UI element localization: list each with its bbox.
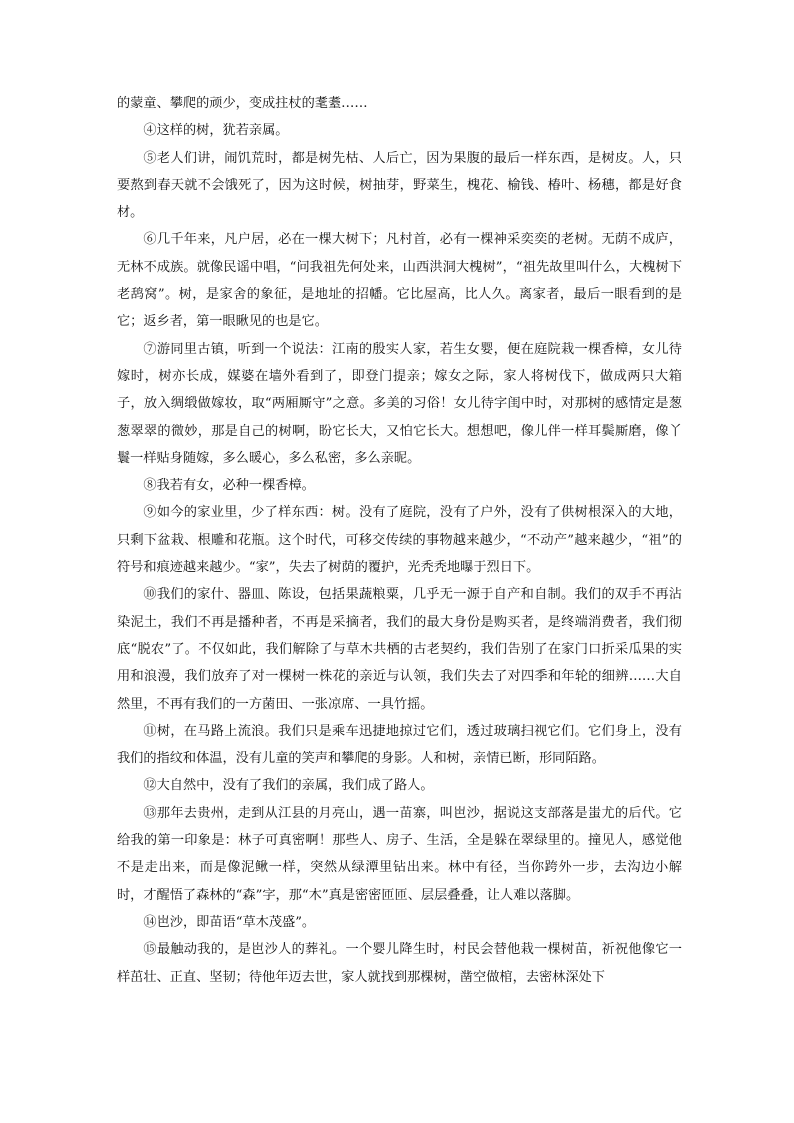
paragraph-5: ⑤老人们讲，闹饥荒时，都是树先枯、人后亡，因为果腹的最后一样东西，是树皮。人，只要熬到春天就不会饿死了，因为这时候，树抽芽，野菜生，槐花、榆钱、椿叶、杨穗，都是好食材。 <box>117 150 682 221</box>
paragraph-15: ⑮最触动我的，是岜沙人的葬礼。一个婴儿降生时，村民会替他栽一棵树苗，祈祝他像它一样茁壮、正直、坚韧；待他年迈去世，家人就找到那棵树，凿空做棺，去密林深处下 <box>117 942 682 985</box>
paragraph-continuation: 的蒙童、攀爬的顽少，变成拄杖的耄耋…… <box>117 96 368 111</box>
paragraph-11: ⑪树，在马路上流浪。我们只是乘车迅捷地掠过它们，透过玻璃扫视它们。它们身上，没有我们的指纹和体温，没有儿童的笑声和攀爬的身影。人和树，亲情已断，形同陌路。 <box>117 723 682 767</box>
paragraph-8: ⑧我若有女，必种一棵香樟。 <box>143 478 315 494</box>
paragraph-14: ⑭岜沙，即苗语“草木茂盛”。 <box>143 914 316 930</box>
paragraph-6: ⑥几千年来，凡户居，必在一棵大树下；凡村首，必有一棵神采奕奕的老树。无荫不成庐，无林不成族。就像民谣中唱，“问我祖先何处来，山西洪洞大槐树”，“祖先故里叫什么，大槐树下老鸹窝”。树，是家舍的象征，是地址的招幡。它比屋高，比人久。离家者，最后一眼看到的是它；返乡者，第一眼瞅见的也是它。 <box>117 232 682 330</box>
paragraph-10: ⑩我们的家什、器皿、陈设，包括果蔬粮粟，几乎无一源于自产和自制。我们的双手不再沾染泥土，我们不再是播种者，不再是采摘者，我们的最大身份是购买者，是终端消费者，我们彻底“脱农”了。不仅如此，我们解除了与草木共栖的古老契约，我们告别了在家门口折采瓜果的实用和浪漫，我们放弃了对一棵树一株花的亲近与认领，我们失去了对四季和年轮的细辨……大自然里，不再有我们的一方菌田、一张凉席、一具竹摇。 <box>117 587 682 712</box>
paragraph-4: ④这样的树，犹若亲属。 <box>143 123 289 139</box>
paragraph-9: ⑨如今的家业里，少了样东西：树。没有了庭院，没有了户外，没有了供树根深入的大地，只剩下盆栽、根雕和花瓶。这个时代，可移交传续的事物越来越少，“不动产”越来越少，“祖”的符号和痕迹越来越少。“家”，失去了树荫的覆护，光秃秃地曝于烈日下。 <box>117 505 682 576</box>
paragraph-12: ⑫大自然中，没有了我们的亲属，我们成了路人。 <box>143 778 434 794</box>
paragraph-7: ⑦游同里古镇，听到一个说法：江南的殷实人家，若生女婴，便在庭院栽一棵香樟，女儿待嫁时，树亦长成，媒婆在墙外看到了，即登门提亲；嫁女之际，家人将树伐下，做成两只大箱子，放入绸缎做嫁妆，取“两厢厮守”之意。多美的习俗！女儿待字闺中时，对那树的感情定是葱葱翠翠的微妙，那是自己的树啊，盼它长大，又怕它长大。想想吧，像儿伴一样耳鬓厮磨，像丫鬟一样贴身随嫁，多么暖心，多么私密，多么亲昵。 <box>117 341 682 466</box>
paragraph-13: ⑬那年去贵州，走到从江县的月亮山，遇一苗寨，叫岜沙，据说这支部落是蚩尤的后代。它给我的第一印象是：林子可真密啊！那些人、房子、生活，全是躲在翠绿里的。撞见人，感觉他不是走出来，而是像泥鳅一样，突然从绿潭里钻出来。林中有径，当你跨外一步，去沟边小解时，才醒悟了森林的“森”字，那“木”真是密密匝匝、层层叠叠，让人难以落脚。 <box>117 805 682 903</box>
article-body <box>117 90 682 991</box>
